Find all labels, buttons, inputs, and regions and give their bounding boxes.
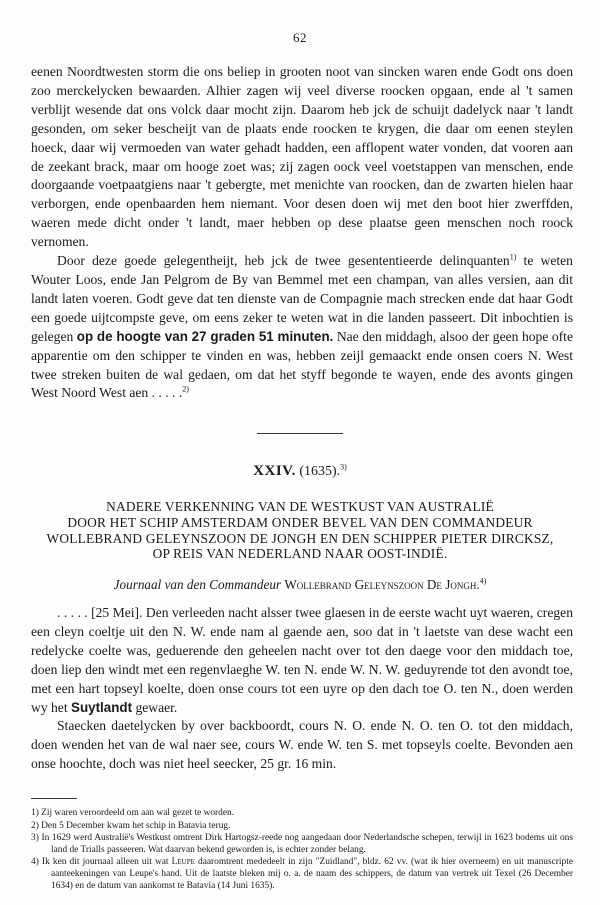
section-year: (1635). (299, 464, 341, 479)
section-heading (18, 499, 582, 562)
footnote-ref-1: 1) (509, 252, 517, 262)
heading-line: WOLLEBRAND GELEYNSZOON DE JONGH EN DEN SCHIPPER PIETER DIRCKSZ, (46, 530, 554, 546)
footnote-ref-2: 2) (182, 384, 189, 394)
footnote-1: 1) Zij waren veroordeeld om aan wal gezet te worden. (31, 808, 235, 818)
journal-label: Journaal van den Commandeur (113, 577, 282, 592)
paragraph-storm: eenen Noordtwesten storm die ons beliep in grooten noot van sincken waren ende Godt ons doen zoo merckelycken bewaarden. Alhier zagen wij veel diverse roocken opgaan, ende al 't samen verblijt wesende dat ons volck daar mocht zijn. Daarom heb jck de schuijt dadelyck naar 't landt gesonden, om seker bescheijt van de plaats ende roocken te krygen, die daar om eenen steylen hoeck, daar wij vermoeden van water gehadt hadden, een afflopent water vonden, dat vooren aan de zeekant brack, maar om hooge zoet was; zij zagen oock veel voetstappen van menschen, ende doorgaande voetpaatgiens naar 't gebergte, met menichte van roocken, dan de zwarten hielen haar verborgen, ende openbaarden hem niemant. Voor desen doen wij met den boot hier zwerffden, waeren mede dicht onder 't landt, maer hebben op dese plaatse geen menschen noch roock vernomen. (31, 64, 573, 250)
heading-line: OP REIS VAN NEDERLAND NAAR OOST-INDIË. (152, 546, 448, 562)
heading-line: NADERE VERKENNING VAN DE WESTKUST VAN AUSTRALIË (106, 499, 494, 514)
main-text-journal (31, 604, 573, 774)
footnote-4-author: Leupe (171, 857, 195, 868)
para2-text-1: Door deze goede gelegentheijt, heb jck de twee gesententieerde delinquanten (57, 253, 510, 269)
para2-text-3: Nae den middagh, alsoo der geen hope ofte apparentie om den schipper te vinden en was, hebben zeijl gemaackt ende onsen coers N. West twee streken buiten de wal gedaen, om dat het styff begonde te wayen, ende des avonts gingen West Noord West aen . . . . . (31, 328, 573, 401)
para2-text-2: te weten Wouter Loos, ende Jan Pelgrom de By van Bemmel met een champan, van alles versien, aan dit landt laten voeren. Godt geve dat ten dienste van de Compagnie mach strecken ende dat haar Godt een goede uijtcompste geve, om eens zeker te weten wat in die landen passeert. Dit inbochtien is gelegen (31, 253, 573, 344)
section-title (0, 462, 600, 481)
commander-name: Wollebrand Geleynszoon De Jongh. (284, 577, 480, 592)
section-divider (257, 433, 343, 434)
footnote-divider (31, 798, 77, 799)
footnote-2: 2) Den 5 December kwam het schip in Batavia terug. (31, 820, 231, 831)
latitude-highlight: op de hoogte van 27 graden 51 minuten. (76, 328, 334, 344)
footnote-4 (31, 857, 573, 892)
footnote-ref-4: 4) (479, 576, 487, 586)
main-text-top (31, 63, 573, 403)
paragraph-delinquents (31, 252, 573, 403)
paragraph-may-25 (31, 604, 573, 717)
para3-text-2: gewaer. (132, 699, 178, 715)
journal-subtitle (0, 577, 600, 593)
footnote-ref-3: 3) (340, 462, 347, 472)
footnote-4-text-2: daaromtrent mededeelt in zijn "Zuidland", bldz. 62 vv. (wat ik hier overneem) en uit manuscripte aanteekeningen van Leupe's hand. Uit de laatste bleken mij o. a. de naam des schippers, de datum van vertrek uit Texel (26 December 1634) en de datum van aankomst te Batavia (14 Juni 1635). (51, 857, 573, 891)
page-number: 62 (293, 30, 307, 45)
heading-line: DOOR HET SCHIP AMSTERDAM ONDER BEVEL VAN DEN COMMANDEUR (67, 514, 533, 530)
footnotes (31, 808, 573, 893)
footnote-3: 3) In 1629 werd Australië's Westkust omtrent Dirk Hartogsz-reede nog aangedaan door Nederlandsche schepen, terwijl in 1623 bodems uit ons land de Trialls passeeren. Wat daarvan bekend geworden is, is echter zonder belang. (31, 833, 573, 855)
footnote-4-text-1: 4) Ik ken dit journaal alleen uit wat (31, 857, 172, 868)
section-number: XXIV. (253, 463, 296, 479)
para3-text-1: . . . . . [25 Mei]. Den verleeden nacht alsser twee glaesen in de eerste wacht uyt waeren, cregen een cleyn coeltje uit den N. W. ende nam al gaende aen, soo dat in 't laetste van dese wacht een redelycke coelte was, geduerende den geheelen nacht over tot den daege voor den middach toe, doen liep den windt met een regenvlaeghe W. ten N. ende W. N. W. geduyrende tot den avondt toe, met een hart topseyl koelte, doen onse cours tot een uyre op den dach toe O. ten N., doen werden wy het (31, 605, 573, 715)
suytlandt-highlight: Suytlandt (71, 699, 133, 715)
paragraph-course: Staecken daetelycken by over backboordt, cours N. O. ende N. O. ten O. tot den middach, doen wenden het van de wal naer see, cours W. ende W. ten S. met topseyls coelte. Bevonden aen onse hoochte, doch was niet heel seecker, 25 gr. 16 min. (31, 718, 573, 772)
